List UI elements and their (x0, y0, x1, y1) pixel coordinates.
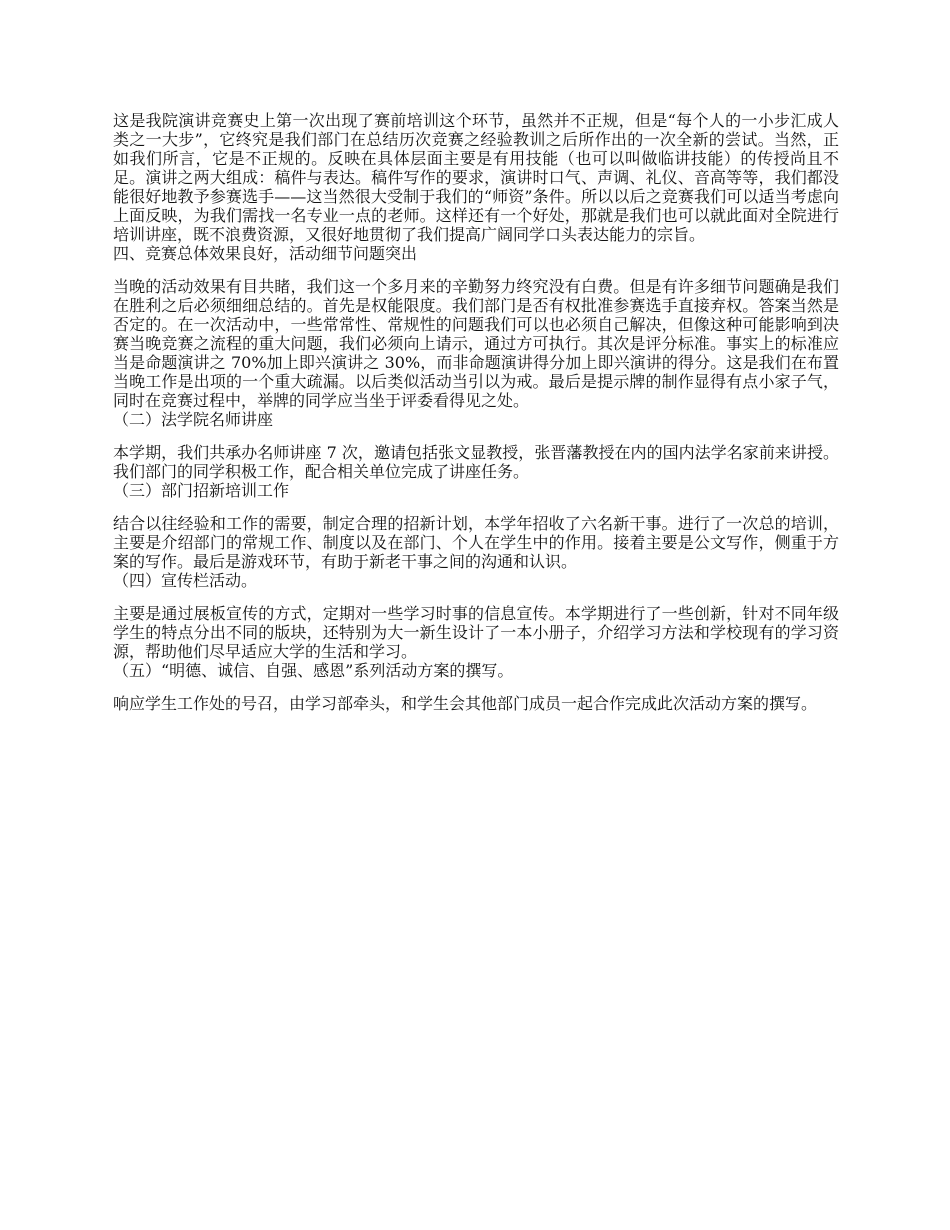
document-page (113, 111, 839, 713)
paragraph-activity-plan: 响应学生工作处的号召，由学习部牵头，和学生会其他部门成员一起合作完成此次活动方案的撰写。 (113, 694, 818, 713)
paragraph-bulletin-board: 主要是通过展板宣传的方式，定期对一些学习时事的信息宣传。本学期进行了一些创新，针对不同年级学生的特点分出不同的版块，还特别为大一新生设计了一本小册子，介绍学习方法和学校现有的学习资源，帮助他们尽早适应大学的生活和学习。 (113, 604, 839, 661)
section-heading-lectures: （二）法学院名师讲座 (113, 410, 274, 429)
section-heading-activity-plan: （五）“明德、诚信、自强、感恩”系列活动方案的撰写。 (113, 661, 514, 680)
section-heading-bulletin-board: （四）宣传栏活动。 (113, 571, 258, 590)
paragraph-lectures: 本学期，我们共承办名师讲座 7 次，邀请包括张文显教授，张晋藩教授在内的国内法学名家前来讲授。我们部门的同学积极工作，配合相关单位完成了讲座任务。 (113, 443, 839, 481)
paragraph-recruitment: 结合以往经验和工作的需要，制定合理的招新计划，本学年招收了六名新干事。进行了一次总的培训，主要是介绍部门的常规工作、制度以及在部门、个人在学生中的作用。接着主要是公文写作，侧重于方案的写作。最后是游戏环节，有助于新老干事之间的沟通和认识。 (113, 514, 839, 571)
paragraph-competition-details: 当晚的活动效果有目共睹，我们这一个多月来的辛勤努力终究没有白费。但是有许多细节问题确是我们在胜利之后必须细细总结的。首先是权能限度。我们部门是否有权批准参赛选手直接弃权。答案当然是否定的。在一次活动中，一些常常性、常规性的问题我们可以也必须自己解决，但像这种可能影响到决赛当晚竞赛之流程的重大问题，我们必须向上请示，通过方可执行。其次是评分标准。事实上的标准应当是命题演讲之 70%加上即兴演讲之 30%，而非命题演讲得分加上即兴演讲的得分。这是我们在布置当晚工作是出项的一个重大疏漏。以后类似活动当引以为戒。最后是提示牌的制作显得有点小家子气，同时在竞赛过程中，举牌的同学应当坐于评委看得见之处。 (113, 277, 839, 410)
paragraph-training-reflection: 这是我院演讲竞赛史上第一次出现了赛前培训这个环节，虽然并不正规，但是“每个人的一小步汇成人类之一大步”，它终究是我们部门在总结历次竞赛之经验教训之后所作出的一次全新的尝试。当然，正如我们所言，它是不正规的。反映在具体层面主要是有用技能（也可以叫做临讲技能）的传授尚且不足。演讲之两大组成：稿件与表达。稿件写作的要求，演讲时口气、声调、礼仪、音高等等，我们都没能很好地教予参赛选手——这当然很大受制于我们的“师资”条件。所以以后之竞赛我们可以适当考虑向上面反映，为我们需找一名专业一点的老师。这样还有一个好处，那就是我们也可以就此面对全院进行培训讲座，既不浪费资源，又很好地贯彻了我们提高广阔同学口头表达能力的宗旨。 (113, 111, 839, 244)
section-heading-recruitment: （三）部门招新培训工作 (113, 481, 290, 500)
section-heading-competition-results: 四、竞赛总体效果良好，活动细节问题突出 (113, 244, 418, 263)
